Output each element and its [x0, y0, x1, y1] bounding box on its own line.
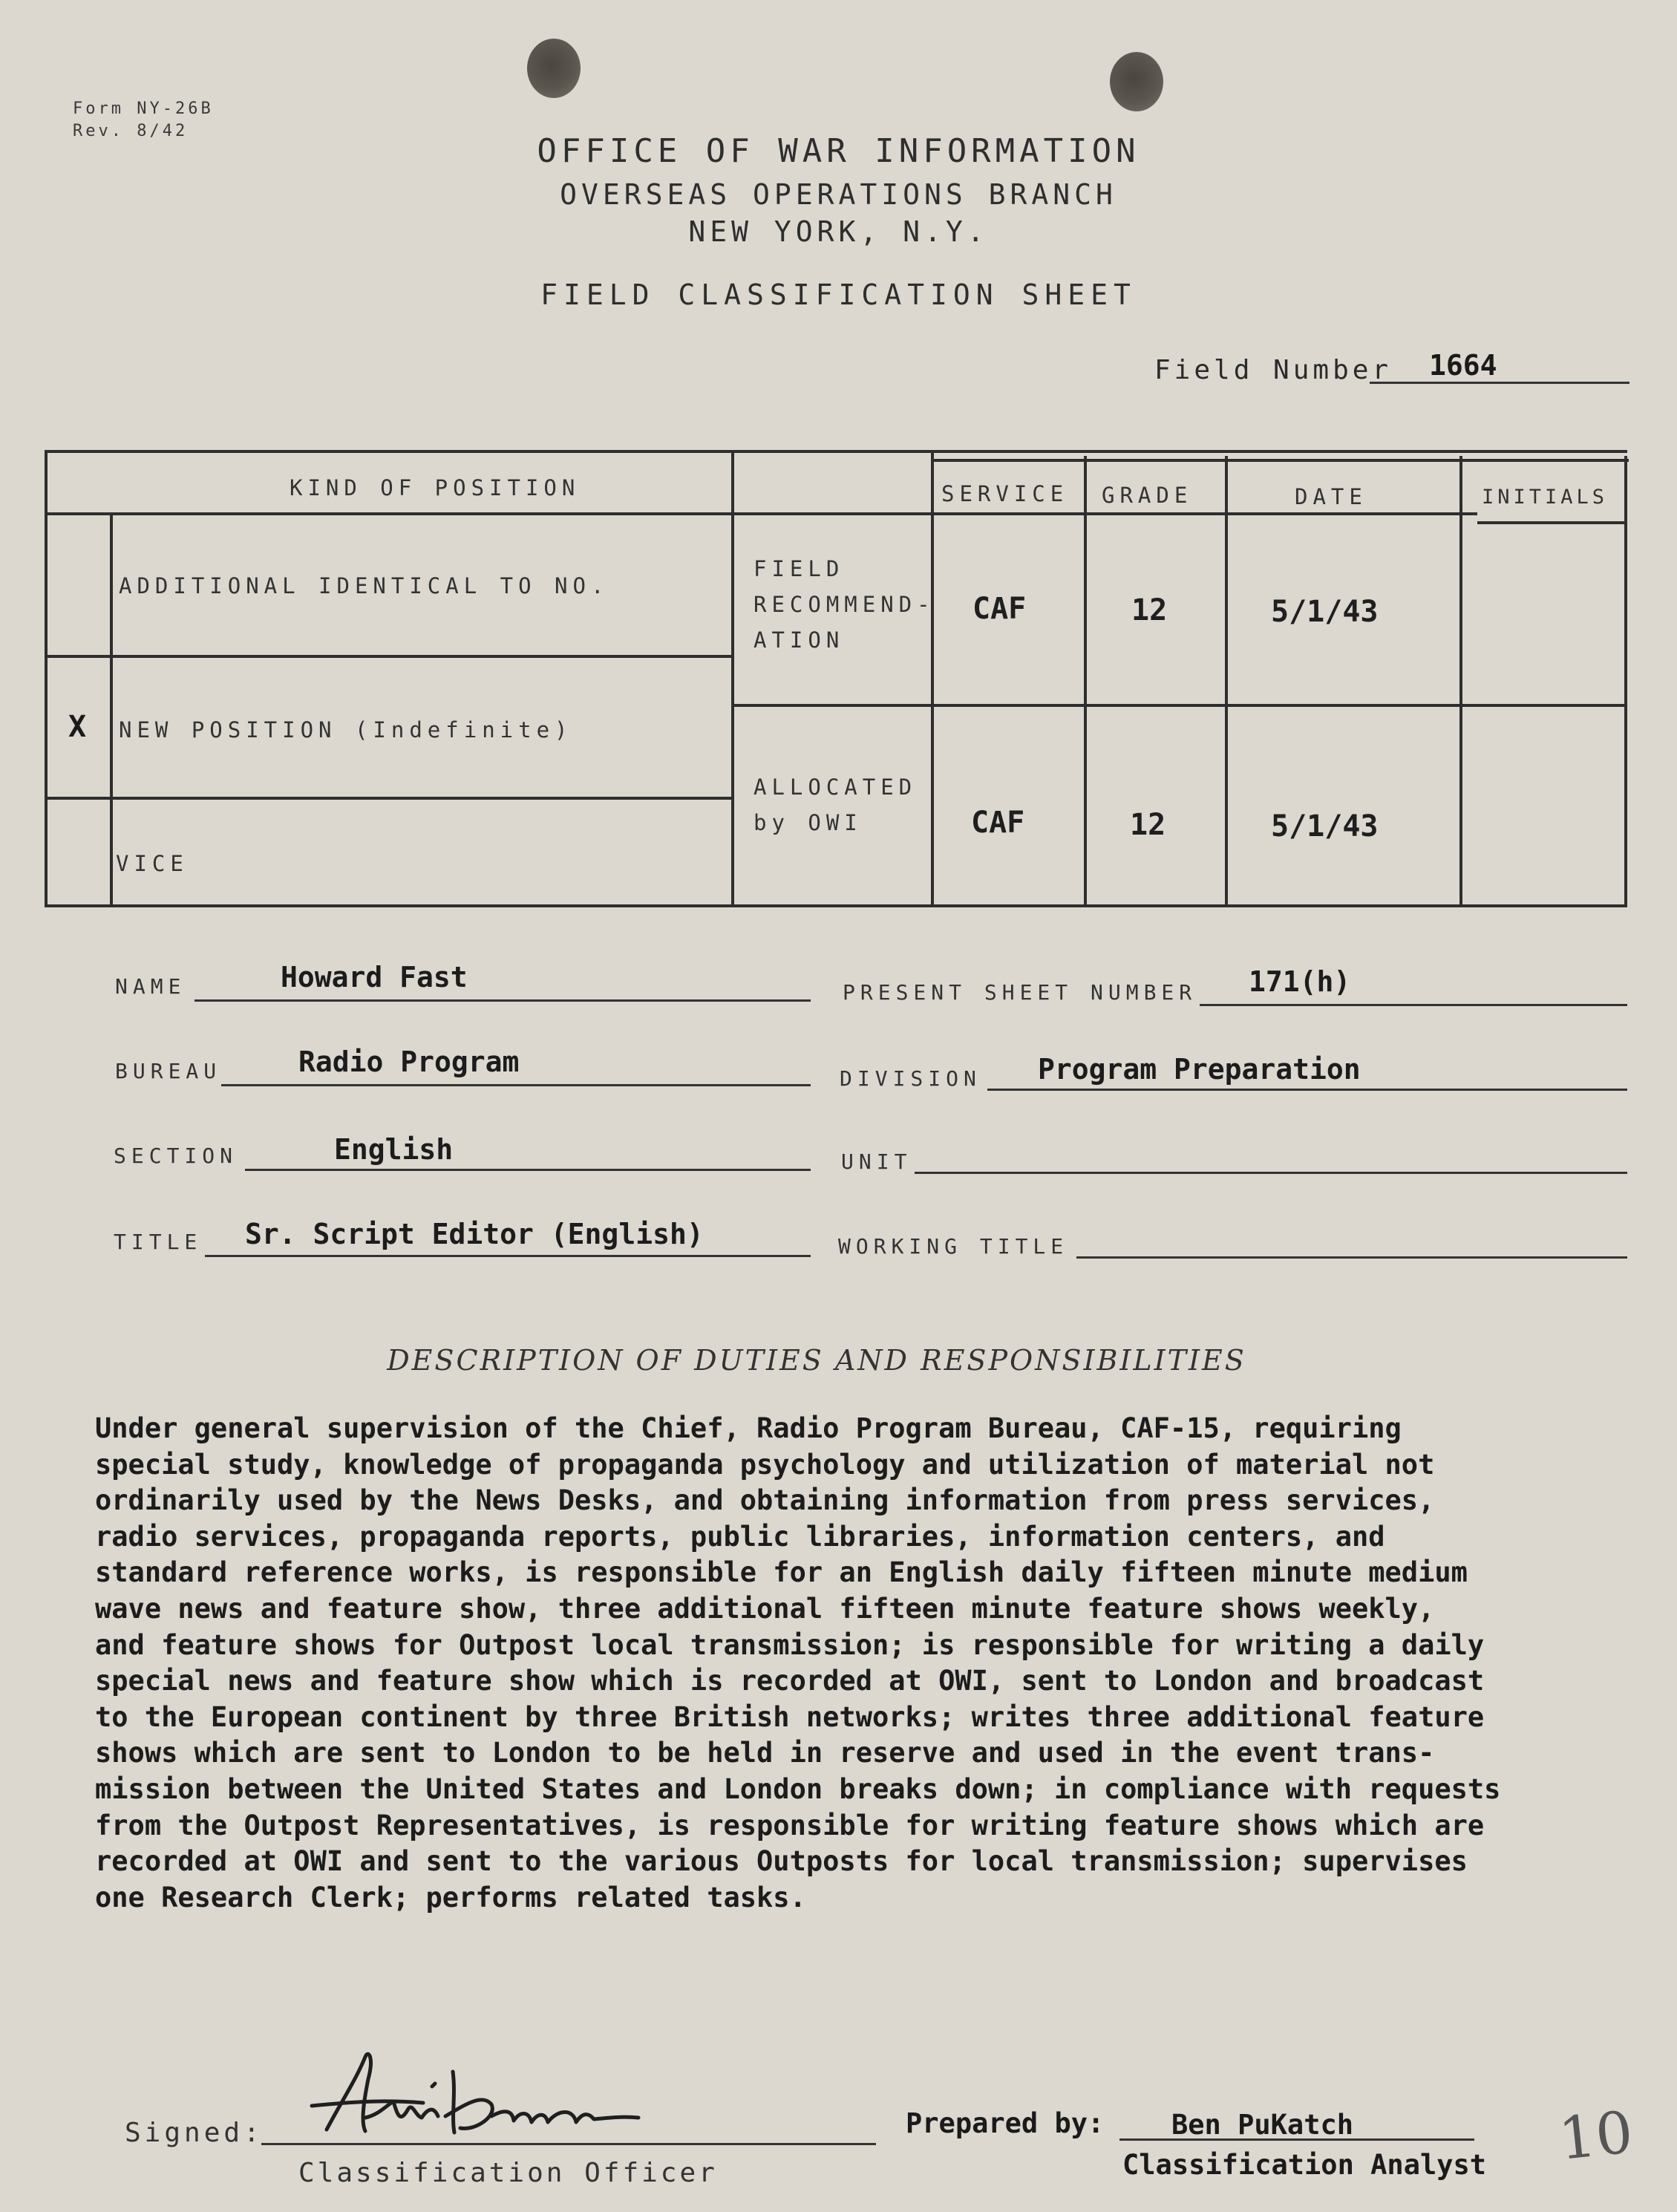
signed-role: Classification Officer [298, 2158, 718, 2188]
description-line: and feature shows for Outpost local transmission; is responsible for writing a daily [95, 1628, 1485, 1661]
description-heading: DESCRIPTION OF DUTIES AND RESPONSIBILITIES [387, 1344, 1246, 1377]
bureau-value: Radio Program [298, 1045, 520, 1078]
recommendation-service: CAF [972, 592, 1027, 626]
present-sheet-number-value: 171(h) [1249, 965, 1351, 998]
additional-identical-label: ADDITIONAL IDENTICAL TO NO. [119, 573, 609, 598]
field-number-label: Field Number [1154, 355, 1393, 385]
description-line: from the Outpost Representatives, is responsible for writing feature shows which are [95, 1809, 1485, 1841]
branch-title: OVERSEAS OPERATIONS BRANCH [560, 178, 1117, 211]
location-title: NEW YORK, N.Y. [688, 215, 989, 248]
kind-of-position-header: KIND OF POSITION [290, 475, 581, 500]
signed-label: Signed: [125, 2118, 264, 2148]
description-line: wave news and feature show, three additional fifteen minute feature shows weekly, [95, 1592, 1435, 1625]
form-number: Form NY-26B [73, 99, 214, 118]
name-line [194, 999, 811, 1002]
allocated-by-owi-label: ALLOCATED by OWI [753, 774, 918, 835]
service-header: SERVICE [941, 481, 1069, 506]
field-number-line [1370, 382, 1629, 384]
prepared-by-name: Ben PuKatch [1171, 2109, 1354, 2141]
title-line [205, 1255, 811, 1257]
title-label: TITLE [114, 1230, 203, 1254]
bureau-label: BUREAU [115, 1059, 222, 1083]
punch-hole-right [1110, 52, 1163, 111]
grade-header: GRADE [1102, 483, 1193, 508]
description-line: shows which are sent to London to be held in reserve and used in the event trans- [95, 1737, 1435, 1769]
prepared-by-role: Classification Analyst [1122, 2149, 1487, 2181]
unit-line [915, 1172, 1627, 1174]
recommendation-date: 5/1/43 [1271, 595, 1379, 629]
name-value: Howard Fast [281, 961, 468, 994]
section-line [245, 1169, 811, 1171]
description-line: standard reference works, is responsible for an English daily fifteen minute medium [95, 1556, 1468, 1589]
division-value: Program Preparation [1038, 1053, 1361, 1086]
bureau-line [221, 1084, 811, 1086]
unit-label: UNIT [841, 1149, 912, 1174]
title-value: Sr. Script Editor (English) [245, 1218, 704, 1250]
field-number-value: 1664 [1429, 349, 1497, 382]
section-label: SECTION [114, 1143, 238, 1168]
handwritten-signature [297, 2035, 653, 2153]
date-header: DATE [1295, 484, 1367, 509]
description-line: Under general supervision of the Chief, Radio Program Bureau, CAF-15, requiring [95, 1412, 1402, 1444]
description-line: ordinarily used by the News Desks, and obtaining information from press services, [95, 1484, 1435, 1517]
present-sheet-number-label: PRESENT SHEET NUMBER [843, 980, 1197, 1005]
division-line [987, 1089, 1627, 1091]
vice-label: VICE [116, 851, 189, 876]
initials-header: INITIALS [1482, 486, 1609, 509]
allocated-date: 5/1/43 [1271, 809, 1379, 844]
description-line: special study, knowledge of propaganda psychology and utilization of material not [95, 1448, 1435, 1481]
punch-hole-left [527, 39, 581, 98]
division-label: DIVISION [840, 1066, 981, 1091]
prepared-by-label: Prepared by: [906, 2107, 1105, 2139]
description-body [95, 1411, 1624, 1916]
form-revision: Rev. 8/42 [73, 122, 189, 140]
agency-title: OFFICE OF WAR INFORMATION [537, 132, 1140, 170]
page-mark: 10 [1555, 2099, 1636, 2173]
new-position-label: NEW POSITION (Indefinite) [119, 717, 573, 743]
present-sheet-number-line [1200, 1004, 1627, 1006]
description-line: radio services, propaganda reports, public libraries, information centers, and [95, 1520, 1385, 1553]
working-title-line [1076, 1256, 1627, 1259]
description-line: recorded at OWI and sent to the various Outposts for local transmission; supervises [95, 1845, 1468, 1878]
working-title-label: WORKING TITLE [838, 1234, 1069, 1259]
section-value: English [334, 1133, 454, 1166]
name-label: NAME [115, 974, 186, 999]
allocated-service: CAF [971, 806, 1025, 840]
field-recommendation-label: FIELD RECOMMEND- ATION [753, 556, 935, 653]
description-line: one Research Clerk; performs related tasks. [95, 1881, 806, 1914]
description-line: mission between the United States and London breaks down; in compliance with requests [95, 1772, 1501, 1805]
description-line: to the European continent by three British networks; writes three additional feature [95, 1700, 1485, 1733]
new-position-mark: X [68, 710, 87, 744]
description-line: special news and feature show which is recorded at OWI, sent to London and broadcast [95, 1665, 1485, 1697]
sheet-title: FIELD CLASSIFICATION SHEET [540, 278, 1137, 311]
allocated-grade: 12 [1130, 808, 1166, 842]
recommendation-grade: 12 [1131, 593, 1168, 627]
